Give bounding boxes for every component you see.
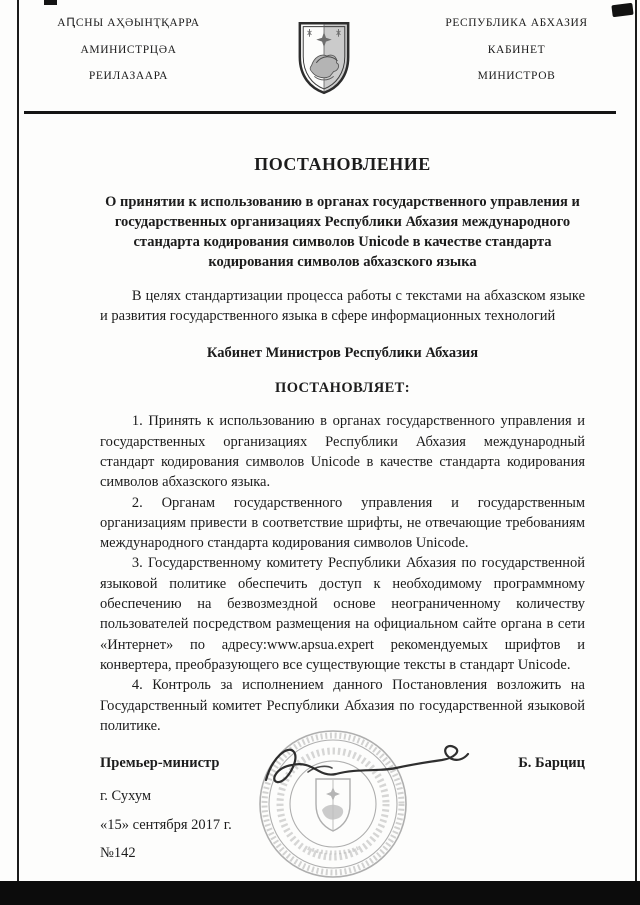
- footer-number: №142: [100, 845, 136, 862]
- resolves-heading: ПОСТАНОВЛЯЕТ:: [275, 380, 410, 397]
- letterhead: [26, 18, 614, 101]
- scan-mark-top: [44, 0, 57, 5]
- issuing-authority: Кабинет Министров Республики Абхазия: [206, 344, 479, 361]
- signature-row: [100, 753, 585, 773]
- scan-mark-corner: [611, 3, 633, 17]
- resolution-items: [100, 411, 585, 736]
- letterhead-russian-line-1: РЕСПУБЛИКА АБХАЗИЯ: [445, 17, 588, 29]
- footer-block: [100, 786, 585, 863]
- letterhead-abkhaz: [26, 18, 231, 98]
- scan-border-right: [635, 0, 637, 882]
- resolution-item-1: 1. Принять к использованию в органах государственного управления и государственных организациях Республики Абхазия международный стандарт кодирования символов Unicode в качестве стандарта кодирования символов абхазского языка.: [100, 413, 585, 491]
- signer-name: Б. Барциц: [518, 755, 585, 772]
- letterhead-rule: [24, 111, 616, 114]
- document-subject: О принятии к использованию в органах государственного управления и государственных организациях Республики Абхазия международного стандарта кодирования символов Unicode в качестве стандарта кодирования символов абхазского языка: [105, 194, 580, 271]
- resolution-item-2: 2. Органам государственного управления и государственным организациям привести в соответствие шрифты, не отвечающие требованиям международного стандарта кодирования символов Unicode.: [100, 494, 585, 552]
- signer-role: Премьер-министр: [100, 755, 220, 772]
- letterhead-russian-line-2: КАБИНЕТ: [487, 43, 546, 56]
- letterhead-russian-line-3: МИНИСТРОВ: [477, 70, 556, 82]
- scan-border-left: [17, 0, 19, 882]
- document-body: [100, 146, 585, 863]
- coat-of-arms-icon: [295, 20, 355, 101]
- document-title: ПОСТАНОВЛЕНИЕ: [254, 154, 431, 174]
- letterhead-abkhaz-line-3: РЕИЛАЗААРА: [88, 70, 169, 82]
- letterhead-abkhaz-line-1: АԤСНЫ АҲӘЫНҬҚАРРА: [57, 17, 200, 29]
- letterhead-russian: [419, 18, 614, 98]
- preamble-paragraph: В целях стандартизации процесса работы с текстами на абхазском языке и развития государственного языка в сфере информационных технологий: [100, 288, 585, 325]
- footer-date: «15» сентября 2017 г.: [100, 816, 232, 833]
- letterhead-abkhaz-line-2: АМИНИСТРЦӘА: [80, 43, 177, 56]
- resolution-item-3: 3. Государственному комитету Республики Абхазия по государственной языковой политике обеспечить доступ к необходимому программному обеспечению на безвозмездной основе неограниченному количеству пользователей посредством размещения на официальном сайте органа в сети «Интернет» по адресу:www.apsua.expert рекомендуемых шрифтов и конвертера, преобразующего все существующие тексты в стандарт Unicode.: [100, 555, 585, 673]
- scan-border-bottom: [0, 881, 640, 905]
- footer-city: г. Сухум: [100, 788, 152, 805]
- resolution-item-4: 4. Контроль за исполнением данного Постановления возложить на Государственный комитет Республики Абхазия по государственной языковой политике.: [100, 677, 585, 734]
